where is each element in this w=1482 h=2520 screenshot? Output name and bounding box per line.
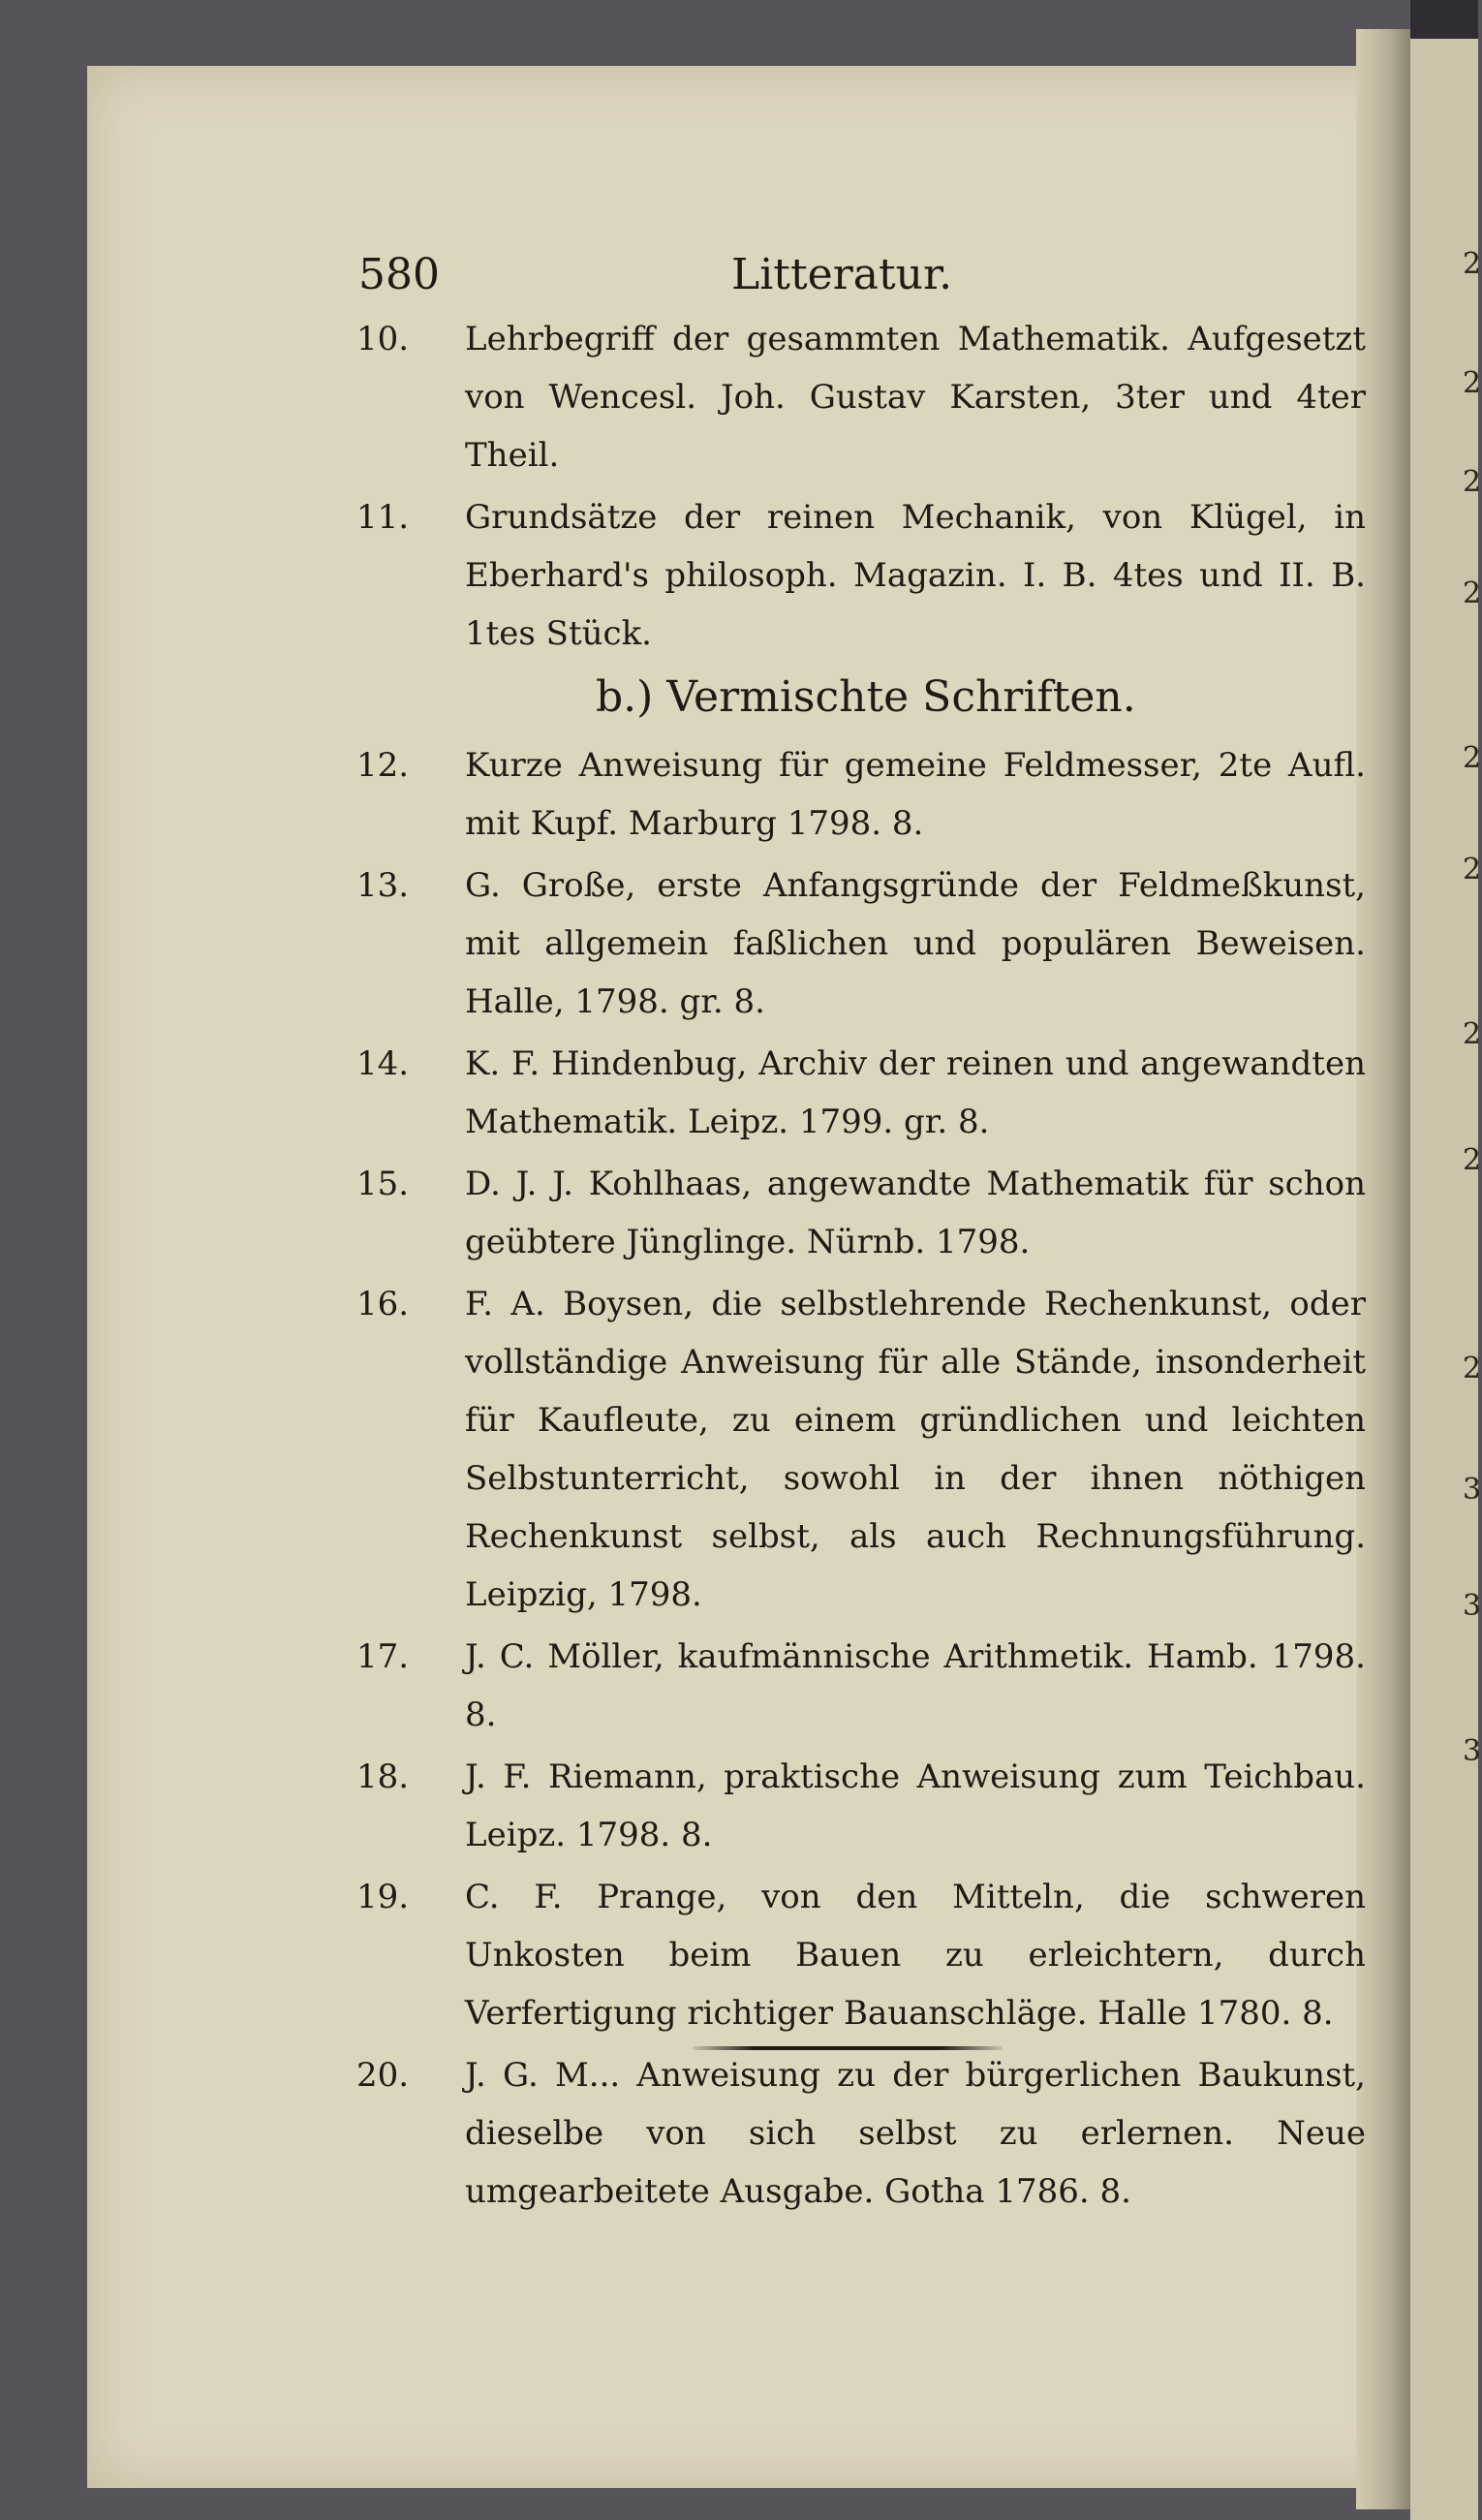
entry-number: 11. — [356, 498, 410, 537]
facing-page-mark: 2 — [1463, 465, 1482, 499]
entry-number: 17. — [356, 1637, 410, 1676]
facing-page-mark: 2 — [1463, 1017, 1482, 1051]
facing-page-mark: 3 — [1463, 1589, 1482, 1623]
entry-text: J. F. Riemann, praktische Anweisung zum Teichbau. Leipz. 1798. 8. — [465, 1758, 1366, 1854]
facing-page-mark: 2 — [1463, 853, 1482, 887]
page-text — [358, 250, 1366, 2224]
list-item — [358, 736, 1366, 853]
list-item — [358, 310, 1366, 484]
list-item — [358, 856, 1366, 1031]
facing-page-mark: 2 — [1463, 1352, 1482, 1385]
entry-number: 14. — [356, 1044, 410, 1083]
entry-text: Lehrbegriff der gesammten Mathematik. Aufgesetzt von Wencesl. Joh. Gustav Karsten, 3ter und 4ter Theil. — [465, 320, 1366, 475]
entry-text: J. C. Möller, kaufmännische Arithmetik. Hamb. 1798. 8. — [465, 1637, 1366, 1734]
list-item — [358, 1868, 1366, 2042]
entry-text: D. J. J. Kohlhaas, angewandte Mathematik für schon geübtere Jünglinge. Nürnb. 1798. — [465, 1165, 1366, 1261]
facing-page-mark: 2 — [1463, 247, 1482, 281]
entry-text: J. G. M... Anweisung zu der bürgerlichen Baukunst, dieselbe von sich selbst zu erlernen. Neue umgearbeitete Ausgabe. Gotha 1786. 8. — [465, 2056, 1366, 2211]
entry-number: 10. — [356, 320, 410, 358]
list-item — [358, 1035, 1366, 1151]
list-item — [358, 488, 1366, 663]
list-item — [358, 1275, 1366, 1624]
facing-page-mark: 2 — [1463, 1143, 1482, 1177]
entry-text: C. F. Prange, von den Mitteln, die schweren Unkosten beim Bauen zu erleichtern, durch Verfertigung richtiger Bauanschläge. Halle 1780. 8. — [465, 1878, 1366, 2033]
entry-number: 16. — [356, 1285, 410, 1323]
facing-page-marks — [1463, 0, 1482, 2520]
entry-list-b — [358, 736, 1366, 2221]
entry-number: 12. — [356, 746, 410, 785]
facing-page-mark: 2 — [1463, 576, 1482, 610]
entry-text: Grundsätze der reinen Mechanik, von Klügel, in Eberhard's philosoph. Magazin. I. B. 4tes und II. B. 1tes Stück. — [465, 498, 1366, 653]
page-number: 580 — [358, 250, 440, 299]
entry-number: 15. — [356, 1165, 410, 1203]
list-item — [358, 2046, 1366, 2221]
entry-text: G. Große, erste Anfangsgründe der Feldmeßkunst, mit allgemein faßlichen und populären Beweisen. Halle, 1798. gr. 8. — [465, 866, 1366, 1021]
facing-page-mark: 2 — [1463, 741, 1482, 775]
entry-number: 19. — [356, 1878, 410, 1916]
section-heading: b.) Vermischte Schriften. — [596, 672, 1136, 722]
facing-page-mark: 2 — [1463, 366, 1482, 400]
list-item — [358, 1628, 1366, 1744]
entry-number: 20. — [356, 2056, 410, 2095]
entry-list-a — [358, 310, 1366, 663]
entry-text: Kurze Anweisung für gemeine Feldmesser, 2te Aufl. mit Kupf. Marburg 1798. 8. — [465, 746, 1366, 843]
page-title: Litteratur. — [731, 250, 953, 299]
entry-text: K. F. Hindenbug, Archiv der reinen und angewandten Mathematik. Leipz. 1799. gr. 8. — [465, 1044, 1366, 1141]
entry-number: 18. — [356, 1758, 410, 1796]
facing-page-mark: 3 — [1463, 1734, 1482, 1768]
facing-page-mark: 3 — [1463, 1473, 1482, 1507]
entry-number: 13. — [356, 866, 410, 905]
entry-text: F. A. Boysen, die selbstlehrende Rechenkunst, oder vollständige Anweisung für alle Stände, insonderheit für Kaufleute, zu einem gründlichen und leichten Selbstunterricht, sowohl in der ihnen nöthigen Rechenkunst selbst, als auch Rechnungsführung. Leipzig, 1798. — [465, 1285, 1366, 1614]
list-item — [358, 1748, 1366, 1864]
closing-rule — [693, 2046, 1003, 2050]
running-head — [358, 250, 1366, 310]
list-item — [358, 1155, 1366, 1271]
